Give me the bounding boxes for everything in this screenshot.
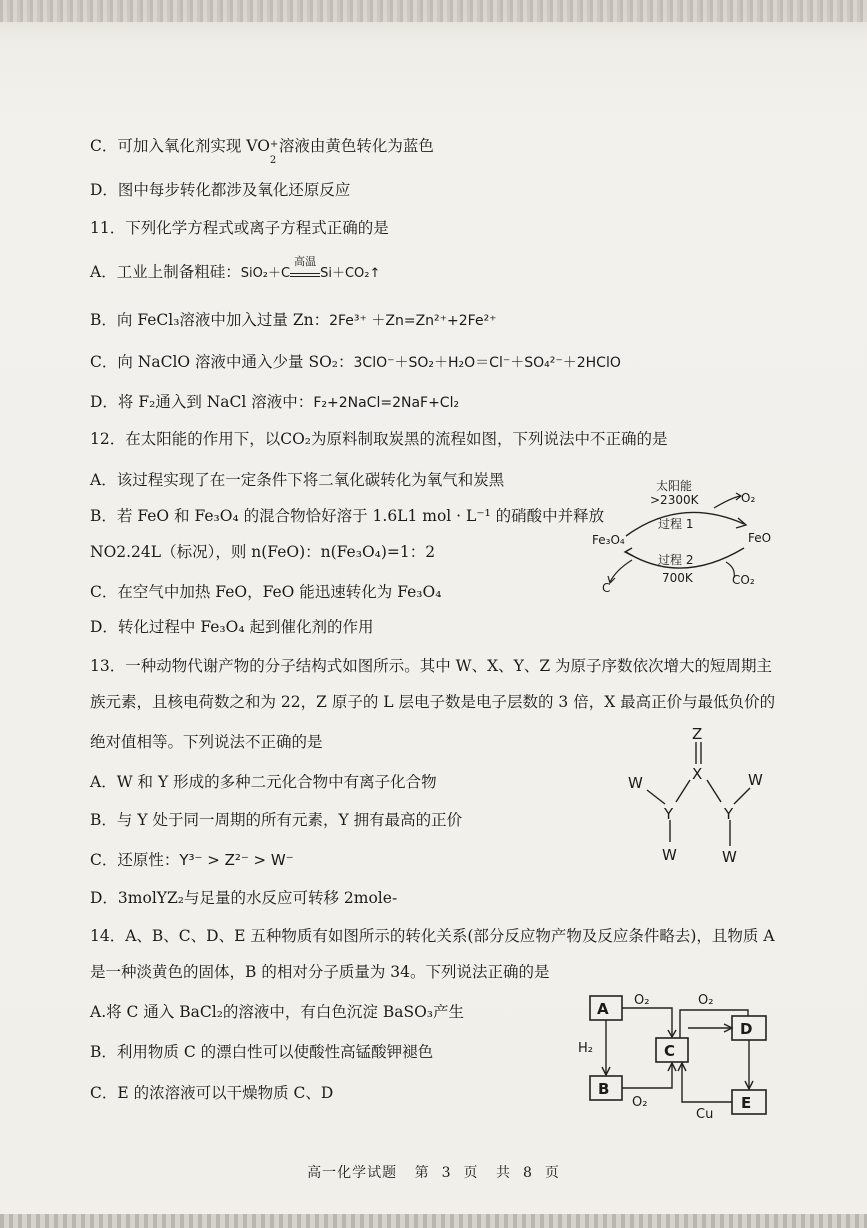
footer-page-prefix: 第: [414, 1165, 430, 1181]
label-process2: 过程 2: [658, 553, 694, 567]
page-footer: [0, 1162, 867, 1182]
cond-temp-low: 700K: [662, 571, 693, 585]
q13-structure-diagram: [620, 722, 800, 867]
q10-option-d: D．图中每步转化都涉及氧化还原反应: [90, 181, 351, 199]
arrow-b-to-c: [622, 1064, 672, 1088]
q14-option-b: B．利用物质 C 的漂白性可以使酸性高锰酸钾褪色: [90, 1043, 434, 1061]
q10-option-c: C．可加入氧化剂实现 VO + 2 溶液由黄色转化为蓝色: [90, 137, 434, 166]
footer-subject: 高一化学试题: [307, 1165, 398, 1181]
q12-option-a: A．该过程实现了在一定条件下将二氧化碳转化为氧气和炭黑: [90, 471, 505, 489]
atom-z: Z: [692, 725, 703, 743]
footer-total-suffix: 页: [544, 1165, 560, 1181]
q13-option-d: D．3molYZ₂与足量的水反应可转移 2mole-: [90, 889, 398, 907]
reagent-o2-cd: O₂: [698, 993, 714, 1008]
reagent-o2-bc: O₂: [632, 1095, 648, 1110]
product-c: C: [602, 581, 611, 595]
label-b: B: [598, 1080, 610, 1098]
q12-stem: 12．在太阳能的作用下，以CO₂为原料制取炭黑的流程如图，下列说法中不正确的是: [90, 430, 668, 448]
q13-option-c: C．还原性：Y³⁻ > Z²⁻ > W⁻: [90, 851, 294, 869]
arrow-c-to-d: [680, 1010, 748, 1038]
footer-page-mid: 页: [463, 1165, 479, 1181]
node-feo: FeO: [748, 531, 772, 545]
q12-option-b-line1: B．若 FeO 和 Fe₃O₄ 的混合物恰好溶于 1.6L1 mol · L⁻¹ 的硝酸中并释放: [90, 507, 605, 525]
q14-stem-line1: 14．A、B、C、D、E 五种物质有如图所示的转化关系(部分反应物产物及反应条件略去)，且物质 A: [90, 927, 775, 945]
q11-option-a: A．工业上制备粗硅：SiO₂＋C 高温 Si＋CO₂↑: [90, 255, 381, 281]
q14-transform-diagram: [576, 990, 776, 1125]
q13-option-a: A．W 和 Y 形成的多种二元化合物中有离子化合物: [90, 773, 437, 791]
atom-w-right-lower: W: [722, 848, 737, 866]
scan-edge-bottom: [0, 1214, 867, 1228]
q11-stem: 11．下列化学方程式或离子方程式正确的是: [90, 219, 389, 237]
q13-option-b: B．与 Y 处于同一周期的所有元素，Y 拥有最高的正价: [90, 811, 463, 829]
node-fe3o4: Fe₃O₄: [592, 533, 625, 547]
cond-solar: 太阳能: [656, 479, 693, 493]
q13-stem-line1: 13．一种动物代谢产物的分子结构式如图所示。其中 W、X、Y、Z 为原子序数依次增大的短周期主: [90, 657, 773, 675]
cond-temp-high: >2300K: [650, 493, 699, 507]
reagent-o2-ac: O₂: [634, 993, 650, 1008]
reactant-co2: CO₂: [732, 573, 755, 587]
q12-option-c: C．在空气中加热 FeO，FeO 能迅速转化为 Fe₃O₄: [90, 583, 442, 601]
q12-option-b-line2: NO2.24L（标况），则 n(FeO)：n(Fe₃O₄)=1：2: [90, 543, 436, 561]
atom-y-left: Y: [664, 805, 674, 823]
bond-yw-left-upper: [647, 790, 665, 804]
atom-y-right: Y: [724, 805, 734, 823]
q13-stem-line3: 绝对值相等。下列说法不正确的是: [90, 733, 323, 751]
arrow-a-to-c: [622, 1008, 672, 1036]
atom-w-right-upper: W: [748, 771, 763, 789]
q14-option-a: A.将 C 通入 BaCl₂的溶液中，有白色沉淀 BaSO₃产生: [90, 1003, 465, 1021]
process2-arrowhead: [625, 548, 633, 556]
q11-option-d: D．将 F₂通入到 NaCl 溶液中：F₂+2NaCl=2NaF+Cl₂: [90, 393, 460, 411]
atom-w-left-lower: W: [662, 846, 677, 864]
atom-x: X: [692, 765, 703, 783]
label-process1: 过程 1: [658, 517, 694, 531]
arrow-e-to-c: [682, 1064, 732, 1102]
q12-cycle-diagram: [586, 478, 786, 598]
q11-option-c: C．向 NaClO 溶液中通入少量 SO₂：3ClO⁻＋SO₂＋H₂O＝Cl⁻＋SO₄²⁻＋2HClO: [90, 353, 621, 371]
q11-option-b: B．向 FeCl₃溶液中加入过量 Zn：2Fe³⁺ ＋Zn=Zn²⁺+2Fe²⁺: [90, 311, 497, 329]
atom-w-left-upper: W: [628, 774, 643, 792]
label-c: C: [664, 1042, 676, 1060]
bond-xy-left: [676, 780, 690, 802]
bond-yw-right-upper: [734, 788, 750, 804]
footer-page-number: 3: [441, 1165, 452, 1181]
q13-stem-line2: 族元素，且核电荷数之和为 22，Z 原子的 L 层电子数是电子层数的 3 倍，X 最高正价与最低负价的: [90, 693, 776, 711]
q12-option-d: D．转化过程中 Fe₃O₄ 起到催化剂的作用: [90, 618, 374, 636]
footer-total-pages: 8: [522, 1165, 533, 1181]
c-branch-arrow: [610, 560, 632, 582]
o2-branch-arrow: [714, 496, 740, 508]
scan-edge-top: [0, 0, 867, 22]
footer-total-prefix: 共: [495, 1165, 511, 1181]
reagent-cu: Cu: [696, 1107, 714, 1122]
bond-xy-right: [707, 780, 721, 802]
reagent-h2: H₂: [578, 1041, 593, 1056]
q14-stem-line2: 是一种淡黄色的固体，B 的相对分子质量为 34。下列说法正确的是: [90, 963, 550, 981]
product-o2: O₂: [741, 491, 756, 505]
label-d: D: [740, 1020, 753, 1038]
label-e: E: [741, 1094, 752, 1112]
label-a: A: [597, 1000, 609, 1018]
q14-option-c: C．E 的浓溶液可以干燥物质 C、D: [90, 1084, 334, 1102]
